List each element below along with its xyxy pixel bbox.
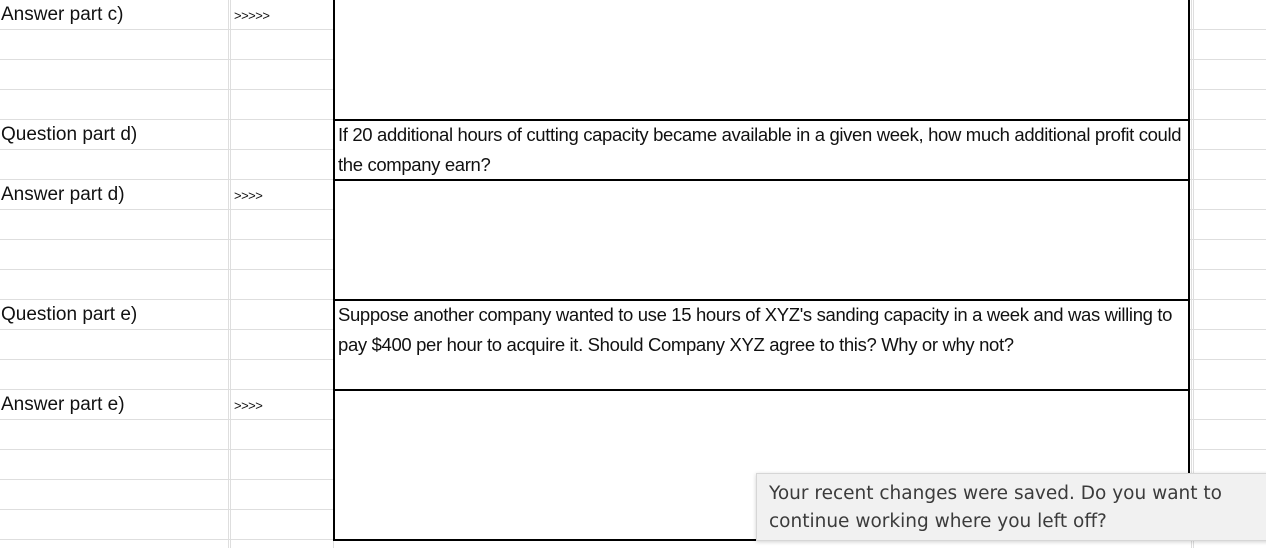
question-e-label: Question part e) (1, 304, 138, 325)
notification-message: Your recent changes were saved. Do you want to continue working where you left off? (769, 483, 1222, 532)
answer-c-label: Answer part c) (1, 4, 124, 25)
answer-e-label: Answer part e) (1, 394, 125, 415)
answer-d-marker: >>>> (234, 188, 263, 203)
answer-d-label: Answer part d) (1, 184, 125, 205)
answer-d-box[interactable] (333, 179, 1190, 301)
question-e-text: Suppose another company wanted to use 15 hours of XYZ's sanding capacity in a week and was willing to pay $400 per hour to acquire it. Should Company XYZ agree to this? Why or why not? (338, 304, 1173, 355)
answer-e-marker: >>>> (234, 398, 263, 413)
autosave-notification[interactable] (756, 473, 1266, 541)
answer-c-box[interactable] (333, 0, 1190, 121)
answer-c-marker: >>>>> (234, 8, 270, 23)
question-d-text: If 20 additional hours of cutting capacity became available in a given week, how much additional profit could the company earn? (338, 124, 1182, 175)
question-d-label: Question part d) (1, 124, 138, 145)
